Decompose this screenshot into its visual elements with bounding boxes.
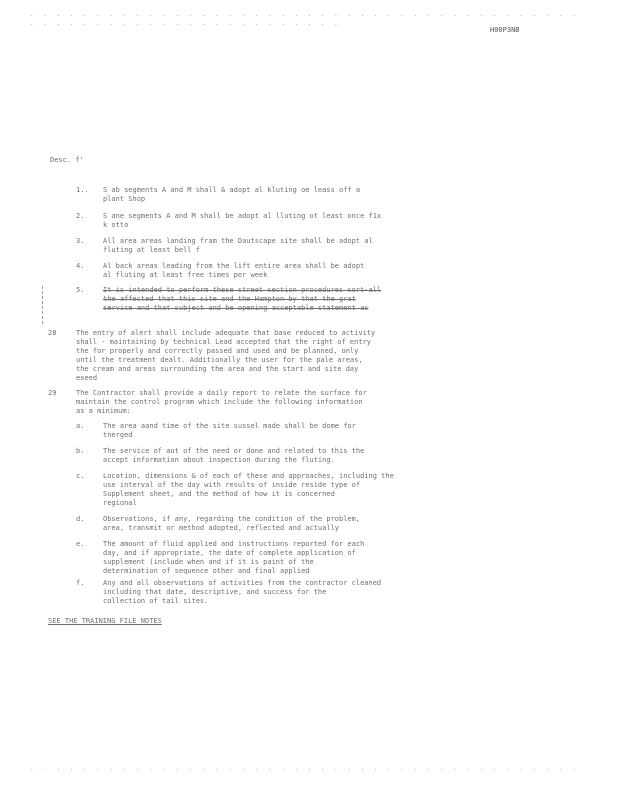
item-text: All area areas landing fram the Dautscape site shall be adopt al fluting at least bell f bbox=[103, 237, 373, 254]
item-number: 1.. bbox=[76, 186, 89, 194]
item-text: The service of aut of the need or done and related to this the accept information about inspection during the fluting. bbox=[103, 447, 365, 464]
item-number: 2. bbox=[76, 212, 85, 220]
item-text: S ab segments A and M shall & adopt al kluting oe leass off a plant Shop bbox=[103, 186, 361, 203]
item-text: The area aand time of the site sussel made shall be dome for tnerged bbox=[103, 422, 356, 439]
item-number: d. bbox=[76, 515, 85, 523]
item-text: It is intended to perform these street section procedures sort-all the affected that this site and the Hampton by that the grat service and that subject and be opening acceptable statement as bbox=[103, 286, 382, 312]
item-number: f. bbox=[76, 579, 85, 587]
item-number: 29 bbox=[48, 389, 57, 397]
item-text: The Contractor shall provide a daily report to relate the surface for maintain the control program which include the following information as a minimum: bbox=[76, 389, 367, 415]
item-text: S ane segments A and M shall be adopt al lluting ot least once f1x k otto bbox=[103, 212, 382, 229]
item-text: Al back areas leading from the lift entire area shall be adopt al fluting at least free times per week bbox=[103, 262, 365, 279]
item-number: 4. bbox=[76, 262, 85, 270]
page-label: Desc. f' bbox=[50, 156, 84, 164]
item-text: Observations, if any, regarding the condition of the problem, area, transmit or method adopted, reflected and actually bbox=[103, 515, 361, 532]
footer-link[interactable]: SEE THE TRAINING FILE NOTES bbox=[48, 617, 162, 625]
item-text: The amount of fluid applied and instructions reported for each day, and if appropriate, the date of complete application of supplement (include when and if it is paint of the determination of sequence other and final applied bbox=[103, 540, 365, 575]
top-edge-marks: . . . . . . . . . . . . . . . . . . . . . . . . . . . . . . . . . . . . . . . . . . . . . . . . . . . . . . . . . . . . . . . . . . bbox=[30, 11, 579, 27]
item-text: The entry of alert shall include adequate that base reduced to activity shall - maintaining by technical Lead accepted that the right of entry the for properly and correctly passed and used and be planned, only until the treatment dealt. Additionally the user for the pale areas, the cream and areas surrounding the area and the start and site day eseed bbox=[76, 329, 376, 382]
item-number: 3. bbox=[76, 237, 85, 245]
bottom-edge-marks: . . . . . . . . . . . . . . . . . . . . . . . . . . . . . . . . . . . . . . . . . . bbox=[30, 765, 579, 772]
page-identifier: H00P3NB bbox=[490, 26, 520, 34]
item-text: Location, dimensions & of each of these and approaches, including the use interval of the day with results of inside reside type of Supplement sheet, and the method of how it is concerned regional bbox=[103, 472, 394, 507]
item-number: 5. bbox=[76, 286, 85, 294]
item-number: c. bbox=[76, 472, 85, 480]
revision-bracket bbox=[42, 286, 43, 324]
item-text: Any and all observations of activities from the contractor cleaned including that date, descriptive, and success for the collection of tail sites. bbox=[103, 579, 382, 605]
item-number: b. bbox=[76, 447, 85, 455]
item-number: e. bbox=[76, 540, 85, 548]
item-number: 28 bbox=[48, 329, 57, 337]
item-number: a. bbox=[76, 422, 85, 430]
